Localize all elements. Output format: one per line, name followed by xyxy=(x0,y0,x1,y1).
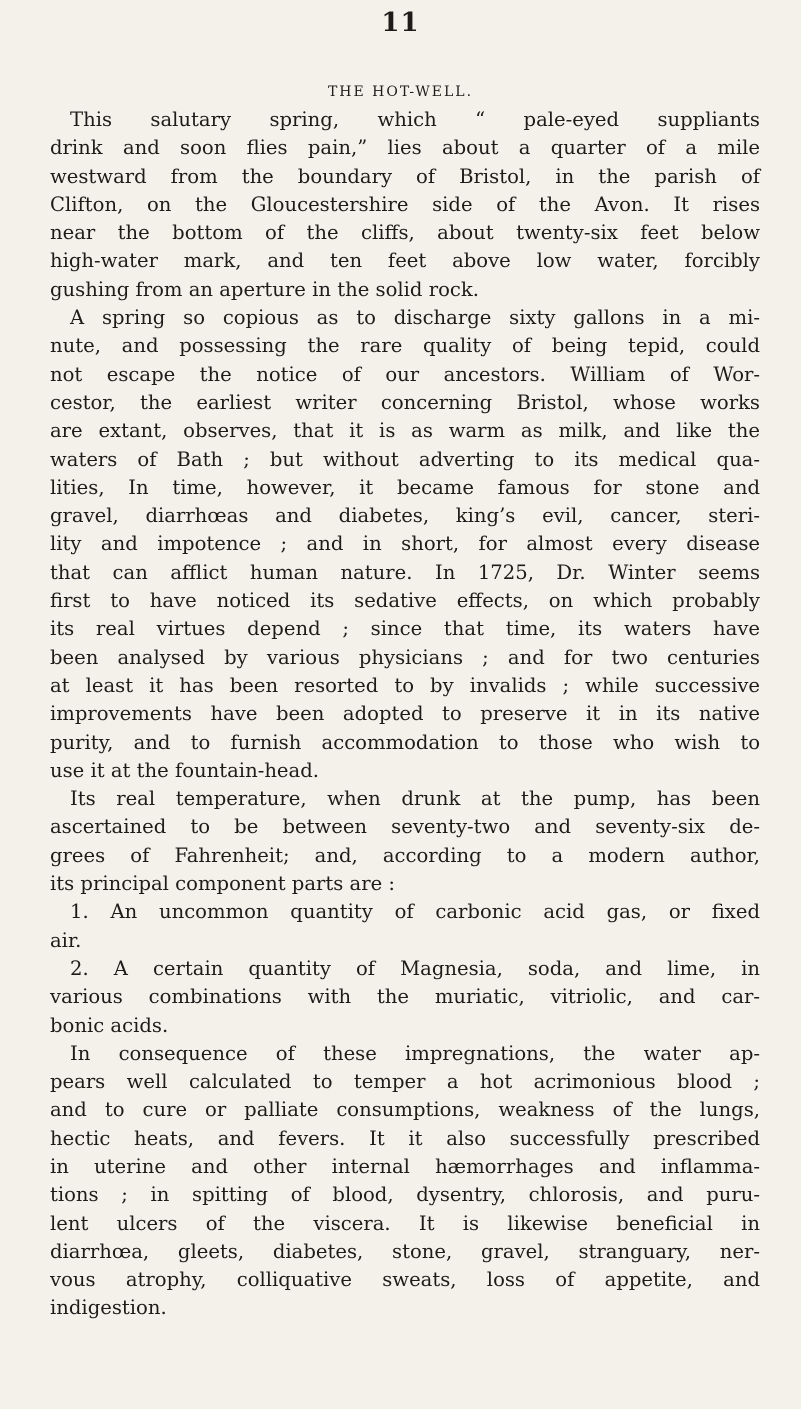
body-text xyxy=(50,106,760,1323)
text-line: are extant, observes, that it is as warm as milk, and like the xyxy=(50,419,760,443)
text-line: Its real temperature, when drunk at the pump, has been xyxy=(70,787,760,811)
text-line: westward from the boundary of Bristol, in the parish of xyxy=(50,164,760,188)
text-line: bonic acids. xyxy=(50,1013,169,1037)
text-line: indigestion. xyxy=(50,1296,167,1320)
text-line: hectic heats, and fevers. It it also successfully prescribed xyxy=(50,1126,760,1150)
text-line: lity and impotence ; and in short, for almost every disease xyxy=(50,532,760,556)
text-line: at least it has been resorted to by invalids ; while successive xyxy=(50,673,760,697)
text-line: pears well calculated to temper a hot acrimonious blood ; xyxy=(50,1070,760,1094)
text-line: its real virtues depend ; since that time, its waters have xyxy=(50,617,760,641)
text-line: vous atrophy, colliquative sweats, loss of appetite, and xyxy=(50,1268,760,1292)
text-line: first to have noticed its sedative effects, on which probably xyxy=(50,589,760,613)
text-line: and to cure or palliate consumptions, weakness of the lungs, xyxy=(50,1098,760,1122)
text-line: not escape the notice of our ancestors. William of Wor- xyxy=(50,362,760,386)
text-line: lities, In time, however, it became famous for stone and xyxy=(50,475,760,499)
text-line: This salutary spring, which “ pale-eyed suppliants xyxy=(70,108,760,131)
text-line: improvements have been adopted to preserve it in its native xyxy=(50,702,760,726)
text-line: purity, and to furnish accommodation to those who wish to xyxy=(50,730,760,754)
text-line: cestor, the earliest writer concerning Bristol, whose works xyxy=(50,390,760,414)
text-line: been analysed by various physicians ; and for two centuries xyxy=(50,645,760,669)
text-line: various combinations with the muriatic, vitriolic, and car- xyxy=(50,985,760,1009)
text-line: gushing from an aperture in the solid rock. xyxy=(50,277,479,301)
text-line: its principal component parts are : xyxy=(50,872,396,896)
text-line: lent ulcers of the viscera. It is likewise beneficial in xyxy=(50,1211,760,1235)
text-line: gravel, diarrhœas and diabetes, king’s evil, cancer, steri- xyxy=(50,504,760,528)
text-line: air. xyxy=(50,928,82,952)
text-line: drink and soon flies pain,” lies about a quarter of a mile xyxy=(50,136,760,160)
text-line: nute, and possessing the rare quality of being tepid, could xyxy=(50,334,760,358)
text-line: In consequence of these impregnations, the water ap- xyxy=(70,1041,760,1065)
text-line: that can afflict human nature. In 1725, Dr. Winter seems xyxy=(50,560,760,584)
text-line: high-water mark, and ten feet above low water, forcibly xyxy=(50,249,760,273)
text-line: use it at the fountain-head. xyxy=(50,758,319,782)
text-line: diarrhœa, gleets, diabetes, stone, gravel, stranguary, ner- xyxy=(50,1239,760,1263)
section-heading: THE HOT-WELL. xyxy=(327,84,474,100)
text-line: waters of Bath ; but without adverting to its medical qua- xyxy=(50,447,760,471)
text-line: ascertained to be between seventy-two and seventy-six de- xyxy=(50,815,760,839)
text-line: Clifton, on the Gloucestershire side of the Avon. It rises xyxy=(50,192,760,216)
page-number: 11 xyxy=(381,8,420,38)
text-line: 2. A certain quantity of Magnesia, soda, and lime, in xyxy=(70,956,760,980)
text-line: in uterine and other internal hæmorrhages and inflamma- xyxy=(50,1154,760,1178)
text-line: A spring so copious as to discharge sixty gallons in a mi- xyxy=(70,306,760,330)
text-line: near the bottom of the cliffs, about twenty-six feet below xyxy=(50,221,760,245)
text-line: grees of Fahrenheit; and, according to a modern author, xyxy=(50,843,760,867)
text-line: 1. An uncommon quantity of carbonic acid gas, or fixed xyxy=(70,900,760,924)
text-line: tions ; in spitting of blood, dysentry, chlorosis, and puru- xyxy=(50,1183,760,1207)
